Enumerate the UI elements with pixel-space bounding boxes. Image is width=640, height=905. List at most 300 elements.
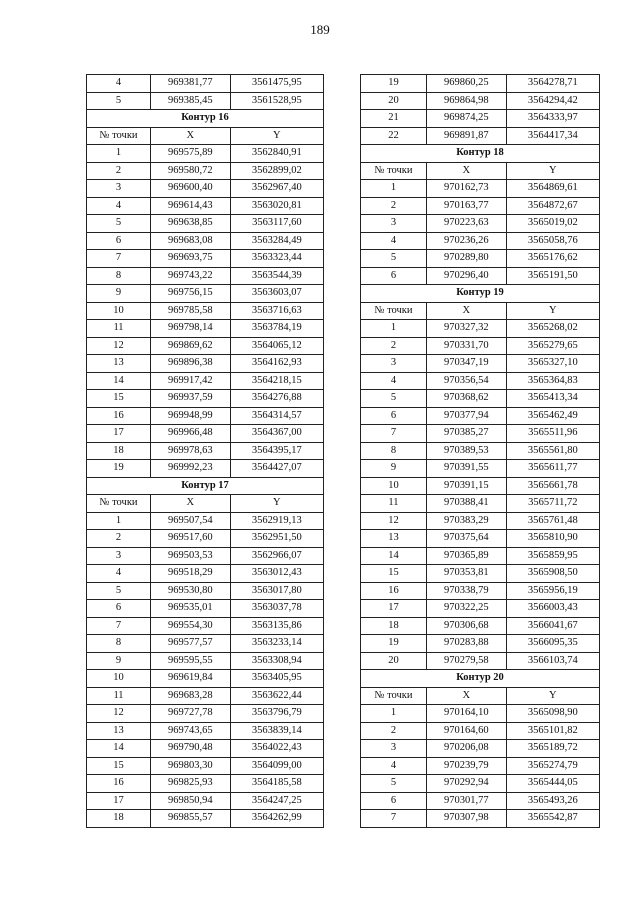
point-number-cell: 20 xyxy=(361,652,427,670)
point-number-cell: 11 xyxy=(361,495,427,513)
x-coordinate-cell: 969503,53 xyxy=(151,547,231,565)
point-number-cell: 11 xyxy=(87,320,151,338)
x-coordinate-cell: 969535,01 xyxy=(151,600,231,618)
x-coordinate-cell: 969917,42 xyxy=(151,372,231,390)
table-row xyxy=(87,180,324,198)
table-row xyxy=(87,600,324,618)
x-coordinate-cell: 969518,29 xyxy=(151,565,231,583)
x-coordinate-cell: 970236,26 xyxy=(426,232,506,250)
table-row xyxy=(87,197,324,215)
y-coordinate-cell: 3565268,02 xyxy=(506,320,599,338)
y-coordinate-cell: 3566095,35 xyxy=(506,635,599,653)
table-row xyxy=(87,232,324,250)
table-row xyxy=(87,75,324,93)
point-number-cell: 3 xyxy=(361,740,427,758)
x-coordinate-cell: 970306,68 xyxy=(426,617,506,635)
point-number-cell: 13 xyxy=(361,530,427,548)
x-coordinate-cell: 970391,15 xyxy=(426,477,506,495)
y-coordinate-cell: 3562899,02 xyxy=(230,162,323,180)
table-row xyxy=(87,670,324,688)
y-coordinate-cell: 3565711,72 xyxy=(506,495,599,513)
y-coordinate-cell: 3564099,00 xyxy=(230,757,323,775)
y-coordinate-cell: 3563603,07 xyxy=(230,285,323,303)
point-number-cell: 19 xyxy=(361,75,427,93)
table-row xyxy=(87,722,324,740)
y-coordinate-cell: 3565189,72 xyxy=(506,740,599,758)
contour-title: Контур 20 xyxy=(361,670,600,688)
column-header: X xyxy=(426,162,506,180)
point-number-cell: 16 xyxy=(87,775,151,793)
table-row xyxy=(361,232,600,250)
point-number-cell: 11 xyxy=(87,687,151,705)
table-row xyxy=(87,92,324,110)
y-coordinate-cell: 3565279,65 xyxy=(506,337,599,355)
point-number-cell: 9 xyxy=(87,652,151,670)
point-number-cell: 8 xyxy=(87,267,151,285)
table-row xyxy=(87,425,324,443)
x-coordinate-cell: 969948,99 xyxy=(151,407,231,425)
y-coordinate-cell: 3565098,90 xyxy=(506,705,599,723)
point-number-cell: 14 xyxy=(87,372,151,390)
point-number-cell: 14 xyxy=(87,740,151,758)
x-coordinate-cell: 970164,10 xyxy=(426,705,506,723)
contour-title-row xyxy=(87,477,324,495)
y-coordinate-cell: 3565859,95 xyxy=(506,547,599,565)
table-header-row xyxy=(87,127,324,145)
y-coordinate-cell: 3562966,07 xyxy=(230,547,323,565)
table-row xyxy=(361,775,600,793)
table-row xyxy=(87,442,324,460)
y-coordinate-cell: 3563017,80 xyxy=(230,582,323,600)
point-number-cell: 18 xyxy=(87,442,151,460)
table-row xyxy=(87,565,324,583)
table-row xyxy=(361,407,600,425)
contour-title: Контур 16 xyxy=(87,110,324,128)
table-row xyxy=(361,530,600,548)
y-coordinate-cell: 3565101,82 xyxy=(506,722,599,740)
column-header: Y xyxy=(230,495,323,513)
y-coordinate-cell: 3565810,90 xyxy=(506,530,599,548)
table-row xyxy=(361,320,600,338)
y-coordinate-cell: 3563544,39 xyxy=(230,267,323,285)
table-row xyxy=(87,320,324,338)
x-coordinate-cell: 970353,81 xyxy=(426,565,506,583)
y-coordinate-cell: 3564333,97 xyxy=(506,110,599,128)
y-coordinate-cell: 3563796,79 xyxy=(230,705,323,723)
table-row xyxy=(87,267,324,285)
point-number-cell: 18 xyxy=(87,810,151,828)
point-number-cell: 2 xyxy=(87,162,151,180)
table-header-row xyxy=(361,302,600,320)
point-number-cell: 12 xyxy=(87,705,151,723)
point-number-cell: 5 xyxy=(361,775,427,793)
table-row xyxy=(361,92,600,110)
x-coordinate-cell: 969896,38 xyxy=(151,355,231,373)
x-coordinate-cell: 970296,40 xyxy=(426,267,506,285)
column-header: № точки xyxy=(361,162,427,180)
y-coordinate-cell: 3565493,26 xyxy=(506,792,599,810)
y-coordinate-cell: 3565176,62 xyxy=(506,250,599,268)
point-number-cell: 17 xyxy=(87,792,151,810)
y-coordinate-cell: 3565661,78 xyxy=(506,477,599,495)
column-header: № точки xyxy=(87,495,151,513)
y-coordinate-cell: 3565761,48 xyxy=(506,512,599,530)
x-coordinate-cell: 970365,89 xyxy=(426,547,506,565)
table-header-row xyxy=(87,495,324,513)
table-row xyxy=(87,302,324,320)
x-coordinate-cell: 969756,15 xyxy=(151,285,231,303)
column-header: X xyxy=(426,302,506,320)
point-number-cell: 1 xyxy=(361,180,427,198)
y-coordinate-cell: 3564065,12 xyxy=(230,337,323,355)
table-row xyxy=(361,337,600,355)
x-coordinate-cell: 969619,84 xyxy=(151,670,231,688)
x-coordinate-cell: 970389,53 xyxy=(426,442,506,460)
x-coordinate-cell: 970368,62 xyxy=(426,390,506,408)
y-coordinate-cell: 3565908,50 xyxy=(506,565,599,583)
table-row xyxy=(361,740,600,758)
y-coordinate-cell: 3563784,19 xyxy=(230,320,323,338)
y-coordinate-cell: 3562919,13 xyxy=(230,512,323,530)
y-coordinate-cell: 3564218,15 xyxy=(230,372,323,390)
x-coordinate-cell: 970377,94 xyxy=(426,407,506,425)
table-row xyxy=(87,652,324,670)
point-number-cell: 4 xyxy=(361,232,427,250)
point-number-cell: 15 xyxy=(87,757,151,775)
x-coordinate-cell: 969825,93 xyxy=(151,775,231,793)
point-number-cell: 1 xyxy=(87,512,151,530)
table-row xyxy=(361,582,600,600)
table-row xyxy=(361,810,600,828)
y-coordinate-cell: 3565019,02 xyxy=(506,215,599,233)
column-header: № точки xyxy=(361,302,427,320)
x-coordinate-cell: 969743,65 xyxy=(151,722,231,740)
point-number-cell: 13 xyxy=(87,722,151,740)
y-coordinate-cell: 3563308,94 xyxy=(230,652,323,670)
contour-title-row xyxy=(361,670,600,688)
y-coordinate-cell: 3565444,05 xyxy=(506,775,599,793)
table-header-row xyxy=(361,162,600,180)
x-coordinate-cell: 970289,80 xyxy=(426,250,506,268)
table-row xyxy=(87,582,324,600)
point-number-cell: 2 xyxy=(87,530,151,548)
point-number-cell: 21 xyxy=(361,110,427,128)
point-number-cell: 20 xyxy=(361,92,427,110)
point-number-cell: 14 xyxy=(361,547,427,565)
y-coordinate-cell: 3564247,25 xyxy=(230,792,323,810)
x-coordinate-cell: 969638,85 xyxy=(151,215,231,233)
x-coordinate-cell: 969855,57 xyxy=(151,810,231,828)
y-coordinate-cell: 3563839,14 xyxy=(230,722,323,740)
x-coordinate-cell: 969864,98 xyxy=(426,92,506,110)
point-number-cell: 8 xyxy=(87,635,151,653)
point-number-cell: 17 xyxy=(87,425,151,443)
point-number-cell: 6 xyxy=(361,267,427,285)
x-coordinate-cell: 969874,25 xyxy=(426,110,506,128)
table-row xyxy=(361,722,600,740)
x-coordinate-cell: 969595,55 xyxy=(151,652,231,670)
table-row xyxy=(361,600,600,618)
point-number-cell: 10 xyxy=(87,302,151,320)
x-coordinate-cell: 969683,28 xyxy=(151,687,231,705)
y-coordinate-cell: 3565611,77 xyxy=(506,460,599,478)
x-coordinate-cell: 969577,57 xyxy=(151,635,231,653)
x-coordinate-cell: 970164,60 xyxy=(426,722,506,740)
y-coordinate-cell: 3563020,81 xyxy=(230,197,323,215)
x-coordinate-cell: 969614,43 xyxy=(151,197,231,215)
table-row xyxy=(87,810,324,828)
table-row xyxy=(361,565,600,583)
y-coordinate-cell: 3563037,78 xyxy=(230,600,323,618)
contour-title-row xyxy=(361,285,600,303)
x-coordinate-cell: 970331,70 xyxy=(426,337,506,355)
table-row xyxy=(87,705,324,723)
table-row xyxy=(361,250,600,268)
point-number-cell: 4 xyxy=(87,197,151,215)
y-coordinate-cell: 3565956,19 xyxy=(506,582,599,600)
column-header: Y xyxy=(506,687,599,705)
point-number-cell: 19 xyxy=(361,635,427,653)
point-number-cell: 9 xyxy=(361,460,427,478)
y-coordinate-cell: 3566003,43 xyxy=(506,600,599,618)
y-coordinate-cell: 3565511,96 xyxy=(506,425,599,443)
x-coordinate-cell: 969727,78 xyxy=(151,705,231,723)
x-coordinate-cell: 970385,27 xyxy=(426,425,506,443)
y-coordinate-cell: 3565462,49 xyxy=(506,407,599,425)
point-number-cell: 8 xyxy=(361,442,427,460)
x-coordinate-cell: 969860,25 xyxy=(426,75,506,93)
table-row xyxy=(87,530,324,548)
point-number-cell: 7 xyxy=(87,617,151,635)
column-header: Y xyxy=(506,162,599,180)
point-number-cell: 5 xyxy=(87,582,151,600)
table-row xyxy=(87,145,324,163)
point-number-cell: 6 xyxy=(87,600,151,618)
column-header: Y xyxy=(230,127,323,145)
table-row xyxy=(361,495,600,513)
contour-title-row xyxy=(361,145,600,163)
point-number-cell: 12 xyxy=(361,512,427,530)
x-coordinate-cell: 970239,79 xyxy=(426,757,506,775)
x-coordinate-cell: 969891,87 xyxy=(426,127,506,145)
table-row xyxy=(361,460,600,478)
point-number-cell: 18 xyxy=(361,617,427,635)
x-coordinate-cell: 970292,94 xyxy=(426,775,506,793)
point-number-cell: 9 xyxy=(87,285,151,303)
x-coordinate-cell: 969683,08 xyxy=(151,232,231,250)
table-row xyxy=(87,617,324,635)
x-coordinate-cell: 970383,29 xyxy=(426,512,506,530)
table-row xyxy=(361,197,600,215)
point-number-cell: 4 xyxy=(361,757,427,775)
coordinates-table-right xyxy=(360,74,600,828)
x-coordinate-cell: 969937,59 xyxy=(151,390,231,408)
table-row xyxy=(361,442,600,460)
table-row xyxy=(361,127,600,145)
y-coordinate-cell: 3564367,00 xyxy=(230,425,323,443)
y-coordinate-cell: 3563135,86 xyxy=(230,617,323,635)
point-number-cell: 2 xyxy=(361,337,427,355)
y-coordinate-cell: 3561475,95 xyxy=(230,75,323,93)
x-coordinate-cell: 970391,55 xyxy=(426,460,506,478)
y-coordinate-cell: 3566041,67 xyxy=(506,617,599,635)
x-coordinate-cell: 970347,19 xyxy=(426,355,506,373)
table-row xyxy=(87,775,324,793)
point-number-cell: 5 xyxy=(361,390,427,408)
point-number-cell: 15 xyxy=(361,565,427,583)
table-row xyxy=(361,617,600,635)
table-row xyxy=(87,687,324,705)
contour-title: Контур 19 xyxy=(361,285,600,303)
y-coordinate-cell: 3563233,14 xyxy=(230,635,323,653)
table-row xyxy=(87,215,324,233)
point-number-cell: 10 xyxy=(87,670,151,688)
point-number-cell: 3 xyxy=(87,180,151,198)
table-row xyxy=(87,407,324,425)
x-coordinate-cell: 969966,48 xyxy=(151,425,231,443)
point-number-cell: 3 xyxy=(361,215,427,233)
table-row xyxy=(361,180,600,198)
y-coordinate-cell: 3564427,07 xyxy=(230,460,323,478)
y-coordinate-cell: 3563622,44 xyxy=(230,687,323,705)
point-number-cell: 17 xyxy=(361,600,427,618)
x-coordinate-cell: 969580,72 xyxy=(151,162,231,180)
y-coordinate-cell: 3565274,79 xyxy=(506,757,599,775)
point-number-cell: 6 xyxy=(361,792,427,810)
y-coordinate-cell: 3565413,34 xyxy=(506,390,599,408)
y-coordinate-cell: 3564417,34 xyxy=(506,127,599,145)
table-row xyxy=(87,390,324,408)
table-row xyxy=(361,512,600,530)
table-row xyxy=(87,372,324,390)
point-number-cell: 5 xyxy=(87,215,151,233)
y-coordinate-cell: 3562840,91 xyxy=(230,145,323,163)
table-row xyxy=(87,285,324,303)
x-coordinate-cell: 969803,30 xyxy=(151,757,231,775)
table-header-row xyxy=(361,687,600,705)
x-coordinate-cell: 969850,94 xyxy=(151,792,231,810)
x-coordinate-cell: 969530,80 xyxy=(151,582,231,600)
y-coordinate-cell: 3561528,95 xyxy=(230,92,323,110)
x-coordinate-cell: 970338,79 xyxy=(426,582,506,600)
y-coordinate-cell: 3564314,57 xyxy=(230,407,323,425)
column-header: X xyxy=(426,687,506,705)
table-row xyxy=(361,705,600,723)
y-coordinate-cell: 3564869,61 xyxy=(506,180,599,198)
contour-title: Контур 18 xyxy=(361,145,600,163)
table-row xyxy=(87,547,324,565)
point-number-cell: 12 xyxy=(87,337,151,355)
x-coordinate-cell: 969517,60 xyxy=(151,530,231,548)
y-coordinate-cell: 3563405,95 xyxy=(230,670,323,688)
x-coordinate-cell: 970327,32 xyxy=(426,320,506,338)
table-row xyxy=(361,372,600,390)
point-number-cell: 16 xyxy=(87,407,151,425)
column-header: X xyxy=(151,127,231,145)
table-row xyxy=(361,425,600,443)
y-coordinate-cell: 3562967,40 xyxy=(230,180,323,198)
y-coordinate-cell: 3566103,74 xyxy=(506,652,599,670)
x-coordinate-cell: 969575,89 xyxy=(151,145,231,163)
table-row xyxy=(87,460,324,478)
x-coordinate-cell: 970307,98 xyxy=(426,810,506,828)
coordinates-table-left xyxy=(86,74,324,828)
point-number-cell: 1 xyxy=(361,705,427,723)
table-row xyxy=(87,740,324,758)
y-coordinate-cell: 3565058,76 xyxy=(506,232,599,250)
x-coordinate-cell: 970375,64 xyxy=(426,530,506,548)
table-row xyxy=(361,757,600,775)
point-number-cell: 19 xyxy=(87,460,151,478)
point-number-cell: 7 xyxy=(361,425,427,443)
x-coordinate-cell: 970162,73 xyxy=(426,180,506,198)
x-coordinate-cell: 969992,23 xyxy=(151,460,231,478)
point-number-cell: 4 xyxy=(87,75,151,93)
table-row xyxy=(361,267,600,285)
y-coordinate-cell: 3565542,87 xyxy=(506,810,599,828)
point-number-cell: 4 xyxy=(87,565,151,583)
x-coordinate-cell: 969693,75 xyxy=(151,250,231,268)
y-coordinate-cell: 3565191,50 xyxy=(506,267,599,285)
point-number-cell: 3 xyxy=(87,547,151,565)
table-row xyxy=(87,355,324,373)
column-header: X xyxy=(151,495,231,513)
point-number-cell: 13 xyxy=(87,355,151,373)
point-number-cell: 5 xyxy=(87,92,151,110)
x-coordinate-cell: 969785,58 xyxy=(151,302,231,320)
table-row xyxy=(87,337,324,355)
table-row xyxy=(361,355,600,373)
point-number-cell: 10 xyxy=(361,477,427,495)
column-header: № точки xyxy=(87,127,151,145)
y-coordinate-cell: 3564276,88 xyxy=(230,390,323,408)
x-coordinate-cell: 969554,30 xyxy=(151,617,231,635)
x-coordinate-cell: 970322,25 xyxy=(426,600,506,618)
x-coordinate-cell: 970163,77 xyxy=(426,197,506,215)
y-coordinate-cell: 3565327,10 xyxy=(506,355,599,373)
y-coordinate-cell: 3564278,71 xyxy=(506,75,599,93)
table-row xyxy=(87,512,324,530)
x-coordinate-cell: 970279,58 xyxy=(426,652,506,670)
table-row xyxy=(87,635,324,653)
column-header: № точки xyxy=(361,687,427,705)
point-number-cell: 6 xyxy=(361,407,427,425)
point-number-cell: 1 xyxy=(87,145,151,163)
x-coordinate-cell: 969798,14 xyxy=(151,320,231,338)
point-number-cell: 2 xyxy=(361,197,427,215)
point-number-cell: 4 xyxy=(361,372,427,390)
table-row xyxy=(361,390,600,408)
x-coordinate-cell: 969978,63 xyxy=(151,442,231,460)
x-coordinate-cell: 969790,48 xyxy=(151,740,231,758)
y-coordinate-cell: 3564395,17 xyxy=(230,442,323,460)
x-coordinate-cell: 969381,77 xyxy=(151,75,231,93)
contour-title-row xyxy=(87,110,324,128)
y-coordinate-cell: 3564162,93 xyxy=(230,355,323,373)
table-row xyxy=(361,635,600,653)
y-coordinate-cell: 3563117,60 xyxy=(230,215,323,233)
x-coordinate-cell: 969869,62 xyxy=(151,337,231,355)
table-row xyxy=(361,110,600,128)
point-number-cell: 1 xyxy=(361,320,427,338)
x-coordinate-cell: 970223,63 xyxy=(426,215,506,233)
x-coordinate-cell: 969600,40 xyxy=(151,180,231,198)
table-row xyxy=(361,652,600,670)
x-coordinate-cell: 969385,45 xyxy=(151,92,231,110)
point-number-cell: 5 xyxy=(361,250,427,268)
y-coordinate-cell: 3564872,67 xyxy=(506,197,599,215)
point-number-cell: 3 xyxy=(361,355,427,373)
